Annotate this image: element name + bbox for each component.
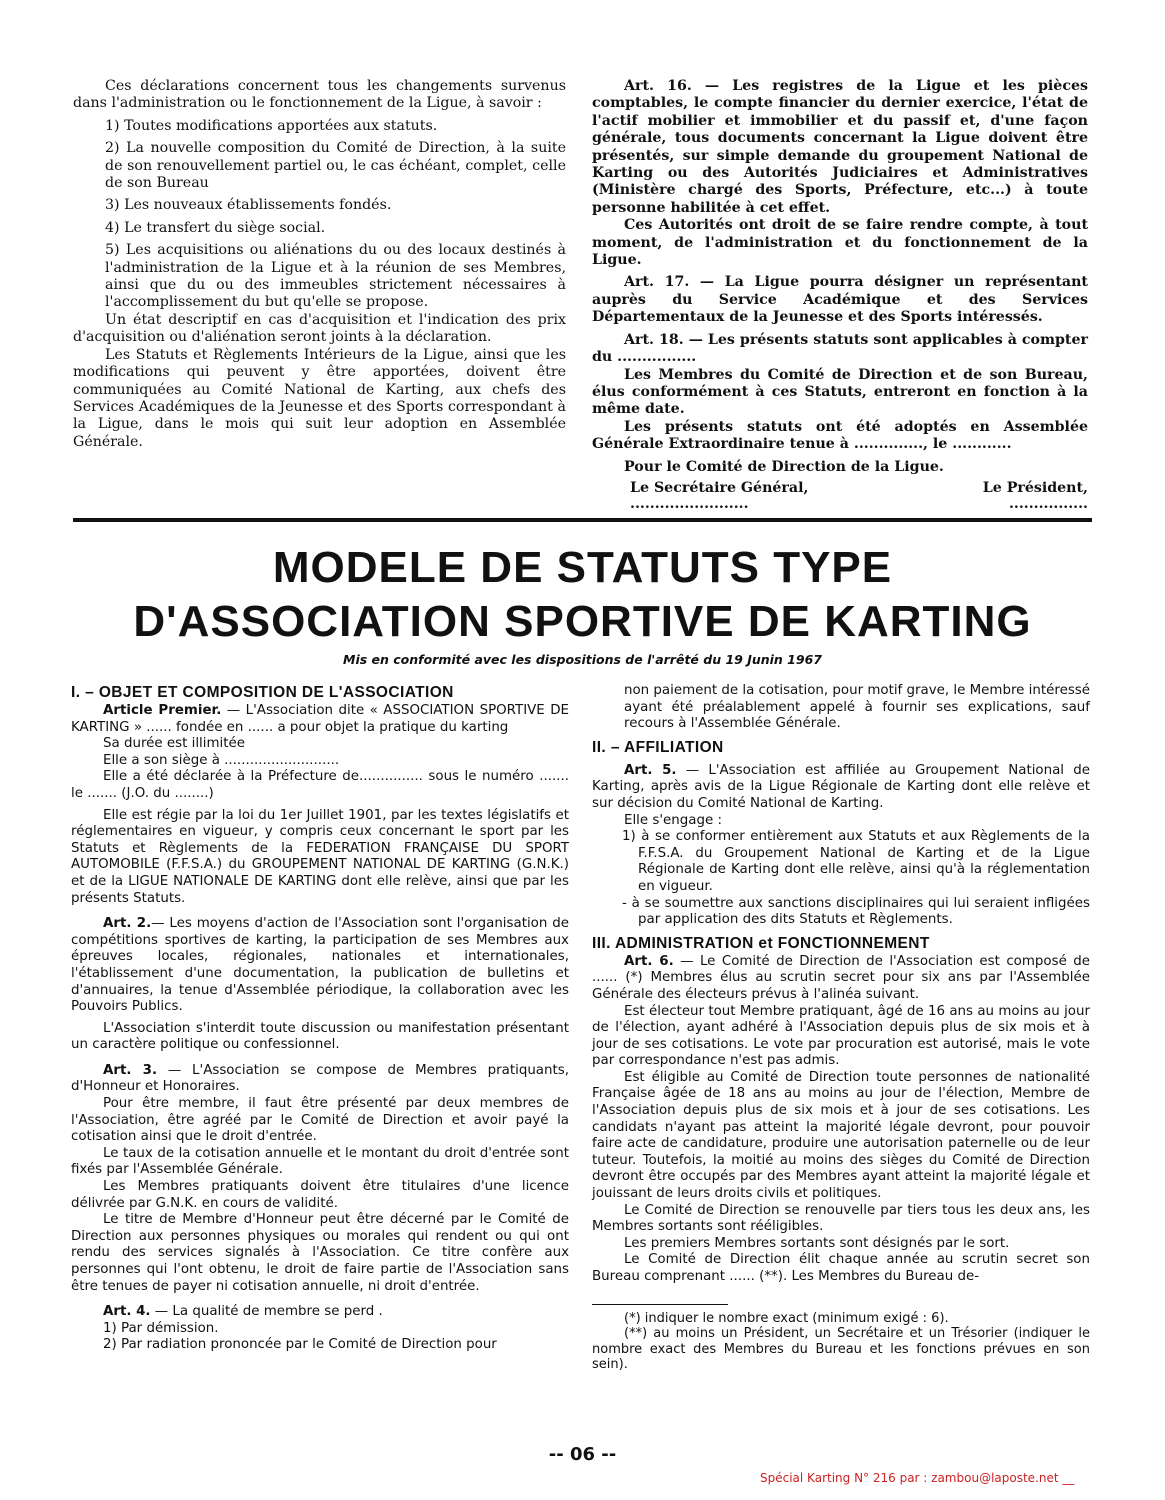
paragraph-text: Les premiers Membres sortants sont désignés par le sort. <box>624 1235 1010 1251</box>
article-label: Art. 5. <box>624 762 677 778</box>
paragraph <box>73 197 566 214</box>
paragraph <box>71 1304 569 1321</box>
paragraph-text: 2) Par radiation prononcée par le Comité de Direction pour <box>103 1337 497 1353</box>
paragraph-text: Le Comité de Direction élit chaque année au scrutin secret son Bureau comprenant ...... (**). Les Membres du Bureau de- <box>592 1252 1090 1284</box>
top-right-paragraphs <box>592 78 1088 476</box>
paragraph-text: Le taux de la cotisation annuelle et le montant du droit d'entrée sont fixés par l'Assemblée Générale. <box>71 1145 569 1178</box>
paragraph-text: Elle a son siège à ........................... <box>103 752 340 768</box>
signature-dots-right: ................ <box>1008 496 1088 513</box>
paragraph <box>71 753 569 770</box>
paragraph-text: Les Membres pratiquants doivent être titulaires d'une licence délivrée par G.N.K. en cours de validité. <box>71 1179 569 1211</box>
signature-dots <box>592 497 1088 512</box>
paragraph-text: — L'Association dite « ASSOCIATION SPORTIVE DE KARTING » ...... fondée en ...... a pour objet la pratique du karting <box>71 703 569 735</box>
paragraph <box>73 347 566 451</box>
page-subtitle: Mis en conformité avec les dispositions de l'arrêté du 19 Junin 1967 <box>343 652 822 667</box>
top-left-column <box>73 78 566 451</box>
paragraph-text: Le Comité de Direction se renouvelle par tiers tous les deux ans, les Membres sortants sont rééligibles. <box>592 1202 1090 1235</box>
paragraph-text: Un état descriptif en cas d'acquisition et l'indication des prix d'acquisition ou d'aliénation seront joints à la déclaration. <box>73 311 566 346</box>
credit-line: Spécial Karting N° 216 par : zambou@laposte.net __ <box>760 1471 1075 1485</box>
paragraph-text: — Les présents statuts sont applicables à compter du ................ <box>592 331 1088 366</box>
paragraph <box>71 808 569 908</box>
paragraph-text: Elle a été déclarée à la Préfecture de............... sous le numéro ....... le ....... (J.O. du ........) <box>71 769 569 801</box>
paragraph <box>592 332 1088 367</box>
footnote: (**) au moins un Président, un Secrétaire et un Trésorier (indiquer le nombre exact des Membres du Bureau et les fonctions prévues en son sein). <box>592 1326 1090 1373</box>
paragraph-text: — Les moyens d'action de l'Association sont l'organisation de compétitions sportives de karting, la participation de ses Membres aux épreuves locales, régionales, nationales et internationales, l'établissement d'une documentation, la publication de bulletins et d'annuaires, la tenue d'Assemblée périodique, la collaboration avec les Pouvoirs Publics. <box>71 916 569 1015</box>
paragraph-text: Les Statuts et Règlements Intérieurs de la Ligue, ainsi que les modifications qui peuvent y être apportées, doivent être communiquées au Comité National de Karting, aux chefs des Services Académiques de la Jeunesse et des Sports correspondant à la Ligue, dans le mois qui suit leur adoption en Assemblée Générale. <box>73 346 566 450</box>
paragraph <box>71 1179 569 1212</box>
paragraph <box>592 1004 1090 1070</box>
paragraph <box>71 769 569 802</box>
section-divider <box>73 518 1092 522</box>
paragraph <box>73 220 566 237</box>
article-label: Art. 6. <box>624 953 674 969</box>
paragraph-text: 3) Les nouveaux établissements fondés. <box>105 197 392 214</box>
paragraph <box>592 419 1088 454</box>
signature-dots-left: ........................ <box>630 496 749 513</box>
paragraph-text: — L'Association est affiliée au Groupement National de Karting, après avis de la Ligue Régionale de Karting dont elle relève et sur décision du Comité National de Karting. <box>592 762 1090 811</box>
paragraph-text: Les présents statuts ont été adoptés en Assemblée Générale Extraordinaire tenue à .............., le ............ <box>592 418 1088 453</box>
article-label: Art. 16. <box>624 78 692 94</box>
footnote: (*) indiquer le nombre exact (minimum exigé : 6). <box>624 1310 949 1326</box>
signature-secretary: Le Secrétaire Général, <box>630 479 809 496</box>
paragraph-text: — Le Comité de Direction de l'Association est composé de ...... (*) Membres élus au scrutin secret pour six ans par l'Assemblée Générale des électeurs prévus à l'alinéa suivant. <box>592 953 1090 1002</box>
paragraph <box>71 1212 569 1295</box>
paragraph-text: 1) à se conformer entièrement aux Statuts et aux Règlements de la F.F.S.A. du Groupement National de Karting et de la Ligue Régionale de Karting dont elle relève, ainsi qu'à la réglementation en vigueur. <box>622 829 1090 894</box>
paragraph <box>592 763 1090 813</box>
paragraph <box>592 1252 1090 1285</box>
section-heading: I. – OBJET ET COMPOSITION DE L'ASSOCIATION <box>71 684 454 701</box>
paragraph <box>592 829 1090 895</box>
paragraph <box>592 683 1090 733</box>
paragraph <box>71 1146 569 1179</box>
paragraph-text: — La qualité de membre se perd . <box>150 1304 383 1320</box>
paragraph <box>592 1236 1090 1253</box>
paragraph-text: Les Membres du Comité de Direction et de son Bureau, élus conformément à ces Statuts, entreront en fonction à la même date. <box>592 366 1088 418</box>
paragraph <box>73 242 566 312</box>
footnotes <box>592 1311 1090 1373</box>
paragraph-text: Est électeur tout Membre pratiquant, âgé de 16 ans au moins au jour de l'élection, ayant adhéré à l'Association depuis plus de six mois et à jour de ses cotisations. Le vote par procuration est autorisé, mais le vote par correspondance n'est pas admis. <box>592 1003 1090 1069</box>
paragraph <box>592 459 1088 476</box>
paragraph <box>71 703 569 736</box>
paragraph <box>592 217 1088 269</box>
page-title-line1: MODELE DE STATUTS TYPE <box>272 543 893 592</box>
paragraph <box>71 1337 569 1354</box>
paragraph-text: L'Association s'interdit toute discussion ou manifestation présentant un caractère politique ou confessionnel. <box>71 1020 569 1053</box>
paragraph <box>73 118 566 135</box>
paragraph-text: - à se soumettre aux sanctions disciplinaires qui lui seraient infligées par application des dits Statuts et Règlements. <box>622 895 1090 928</box>
paragraph <box>592 896 1090 929</box>
paragraph-text: Le titre de Membre d'Honneur peut être décerné par le Comité de Direction aux personnes physiques ou morales qui rendent ou qui ont rendu des services signalés à l'Association. Ce titre confère aux personnes qui l'ont obtenu, le droit de faire partie de l'Association sans être tenues de payer ni cotisation annuelle, ni droit d'entrée. <box>71 1212 569 1294</box>
article-label: Art. 17. <box>624 274 690 291</box>
page-number: -- 06 -- <box>548 1444 617 1465</box>
paragraph-text: 1) Par démission. <box>103 1320 219 1336</box>
paragraph-text: 1) Toutes modifications apportées aux statuts. <box>105 117 438 134</box>
paragraph <box>592 78 1088 217</box>
paragraph <box>592 274 1088 326</box>
article-label: Art. 4. <box>103 1304 151 1320</box>
paragraph-text: — L'Association se compose de Membres pratiquants, d'Honneur et Honoraires. <box>71 1062 569 1095</box>
paragraph <box>73 140 566 192</box>
paragraph-text: 2) La nouvelle composition du Comité de Direction, à la suite de son renouvellement partiel ou, le cas échéant, complet, celle de son Bureau <box>105 140 566 192</box>
paragraph <box>71 1096 569 1146</box>
section-heading: III. ADMINISTRATION et FONCTIONNEMENT <box>592 934 930 952</box>
paragraph <box>592 367 1088 419</box>
bottom-left-column <box>71 683 569 1354</box>
section-heading: II. – AFFILIATION <box>592 738 724 756</box>
top-right-column <box>592 78 1088 512</box>
paragraph <box>71 736 569 753</box>
signature-president: Le Président, <box>982 479 1088 496</box>
bottom-right-paragraphs <box>592 683 1090 1286</box>
footnote-rule <box>592 1304 728 1305</box>
paragraph <box>71 916 569 1016</box>
paragraph-text: Pour être membre, il faut être présenté par deux membres de l'Association, être agréé par le Comité de Direction et avoir payé la cotisation ainsi que le droit d'entrée. <box>71 1096 569 1145</box>
paragraph <box>592 813 1090 830</box>
paragraph <box>71 1021 569 1054</box>
paragraph-text: non paiement de la cotisation, pour motif grave, le Membre intéressé ayant été préalablement appelé à fournir ses explications, sauf recours à l'Assemblée Générale. <box>624 683 1091 732</box>
paragraph-text: Sa durée est illimitée <box>103 736 245 752</box>
paragraph-text: Est éligible au Comité de Direction toute personnes de nationalité Française âgée de 18 ans au moins au jour de l'élection, Membre de l'Association depuis plus de six mois et à jour de ses cotisations. Les candidats n'ayant pas atteint la majorité légale devront, pour pouvoir faire acte de candidature, produire une autorisation paternelle ou de leur tuteur. Toutefois, la moitié au moins des sièges du Comité de Direction devront être occupés par des Membres ayant atteint la majorité légale et jouissant de leurs droits civils et politiques. <box>592 1069 1090 1202</box>
paragraph-text: Ces déclarations concernent tous les changements survenus dans l'administration ou le fonctionnement de la Ligue, à savoir : <box>73 78 566 112</box>
paragraph-text: — Les registres de la Ligue et les pièces comptables, le compte financier du dernier exercice, l'état de l'actif mobilier et immobilier et du passif et, d'une façon générale, tous documents concernant la Ligue doivent être présentés, sur simple demande du groupement National de Karting ou des Autorités Judiciaires et Administratives (Ministère chargé des Sports, Préfecture, etc...) à toute personne habilitée à cet effet. <box>592 78 1088 216</box>
article-label: Article Premier. <box>103 703 222 718</box>
article-label: Art. 2. <box>103 916 152 932</box>
paragraph <box>592 954 1090 1004</box>
paragraph-text: 5) Les acquisitions ou aliénations du ou des locaux destinés à l'administration de la Ligue et à la réunion de ses Membres, ainsi que du ou des immeubles strictement nécessaires à l'accomplissement du but qu'elle se propose. <box>105 242 566 311</box>
paragraph-text: 4) Le transfert du siège social. <box>105 219 326 236</box>
paragraph <box>73 312 566 347</box>
paragraph <box>592 1070 1090 1203</box>
paragraph-text: Pour le Comité de Direction de la Ligue. <box>624 458 944 475</box>
paragraph <box>73 78 566 113</box>
signature-labels <box>592 480 1088 497</box>
paragraph-text: Elle est régie par la loi du 1er Juillet 1901, par les textes législatifs et réglementaires en vigueur, y compris ceux concernant le sport par les Statuts et Règlements de la FEDERATION FRANÇAISE DU SPORT AUTOMOBILE (F.F.S.A.) du GROUPEMENT NATIONAL DE KARTING (G.N.K.) et de la LIGUE NATIONALE DE KARTING dont elle relève, ainsi que par les présents Statuts. <box>71 807 569 906</box>
paragraph <box>71 1321 569 1338</box>
paragraph-text: Elle s'engage : <box>624 812 722 828</box>
article-label: Art. 3. <box>103 1062 158 1078</box>
paragraph-text: Ces Autorités ont droit de se faire rendre compte, à tout moment, de l'administration et du fonctionnement de la Ligue. <box>592 217 1088 269</box>
bottom-right-column <box>592 683 1090 1373</box>
paragraph <box>592 1203 1090 1236</box>
paragraph-text: — La Ligue pourra désigner un représentant auprès du Service Académique et des Services Départementaux de la Jeunesse et des Sports intéressés. <box>592 274 1088 326</box>
page-title-line2: D'ASSOCIATION SPORTIVE DE KARTING <box>133 597 1032 646</box>
paragraph <box>71 1063 569 1096</box>
article-label: Art. 18. <box>624 331 684 348</box>
